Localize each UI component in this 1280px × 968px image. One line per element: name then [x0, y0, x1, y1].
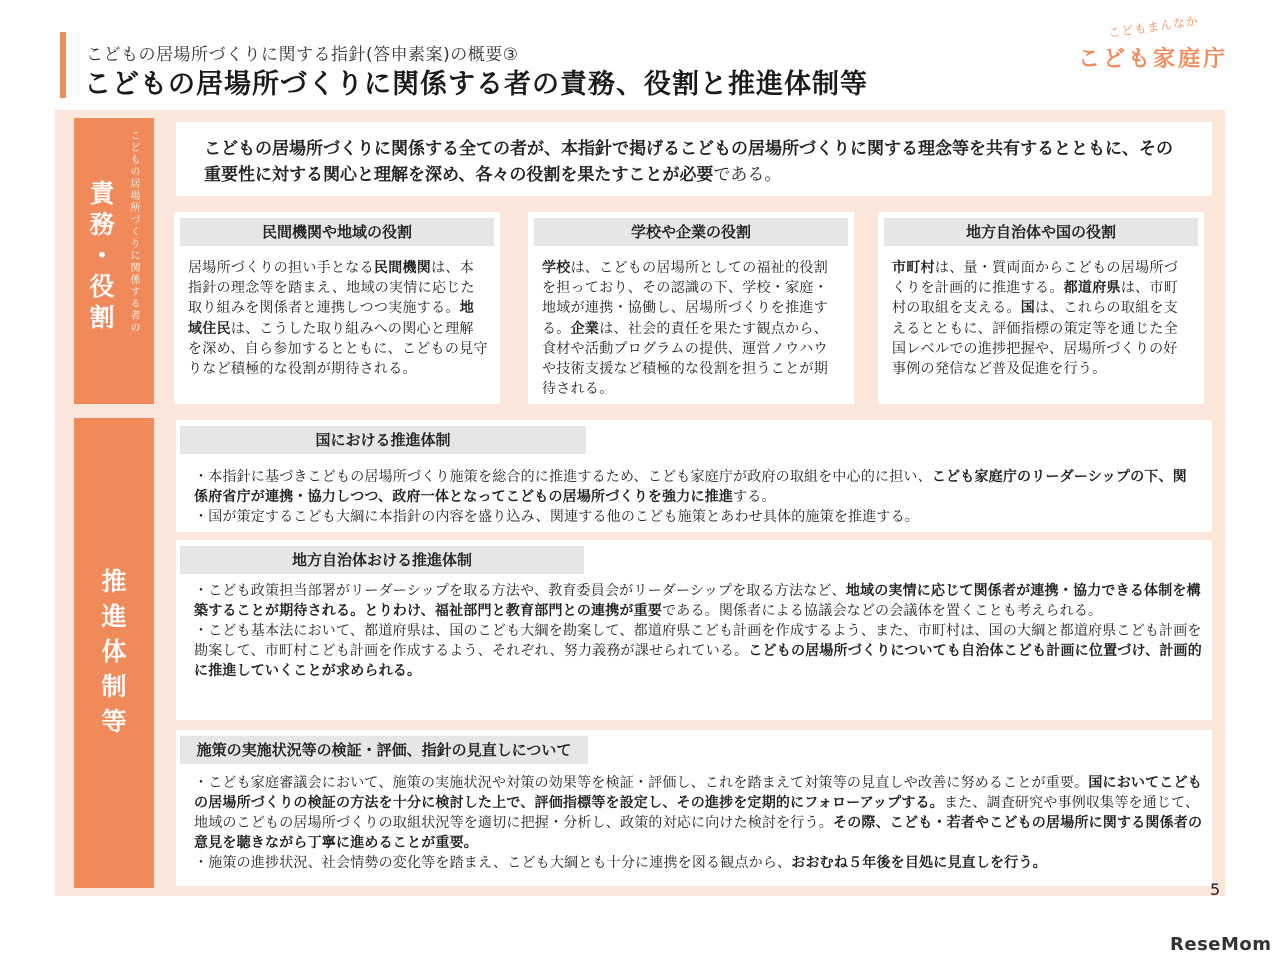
lead-bold-text: こどもの居場所づくりに関係する全ての者が、本指針で掲げるこどもの居場所づくりに関する理念等を共有するとともに、その重要性に対する関心と理解を深め、各々の役割を果たすことが必要: [204, 139, 1173, 185]
section-paragraph: [194, 854, 1204, 874]
logo-name: こども家庭庁: [1078, 47, 1229, 72]
emphasized-text: こどもの居場所づくりについても自治体こども計画に位置づけ、計画的に推進していくことが求められる。: [194, 642, 1202, 679]
emphasized-text: 地域の実情に応じて関係者が連携・協力できる体制を構築することが期待される。とりわけ、福祉部門と教育部門との連携が重要: [194, 583, 1201, 619]
page-number: 5: [1210, 880, 1221, 899]
emphasized-text: 企業: [570, 320, 600, 337]
role-card-title: 学校や企業の役割: [534, 218, 848, 246]
emphasized-text: その際、こども・若者やこどもの居場所に関する関係者の意見を聴きながら丁寧に進めることが重要。: [194, 814, 1203, 851]
section-national-system: [176, 420, 1212, 532]
lead-statement: [176, 122, 1212, 196]
section-title: 地方自治体おける推進体制: [180, 546, 584, 574]
body-text: は、量・質両面からこどもの居場所づくりを計画的に推進する。: [892, 260, 1179, 297]
emphasized-text: こども家庭庁のリーダーシップの下、関係府省庁が連携・協力しつつ、政府一体となってこどもの居場所づくりを強力に推進: [194, 469, 1187, 505]
role-card-body: [892, 258, 1192, 379]
lead-normal-text: である。: [713, 165, 782, 185]
logo-tagline: こどもまんなか: [1107, 13, 1200, 41]
sidebar-promotion: [74, 418, 154, 888]
role-card-private: [174, 212, 500, 404]
body-text: は、こどもの居場所としての福祉的役割を担っており、その認識の下、学校・家庭・地域が連携・協働し、居場所づくりを推進する。: [542, 260, 829, 337]
section-paragraph: [194, 582, 1204, 622]
body-text: する。: [733, 488, 776, 505]
source-watermark: ReseMom: [1170, 934, 1272, 955]
role-card-government: [878, 212, 1204, 404]
body-text: は、こうした取り組みへの関心と理解を深め、自ら参加するとともに、こどもの見守りなど積極的な役割が期待される。: [188, 320, 488, 378]
body-text: ・国が策定するこども大綱に本指針の内容を盛り込み、関連する他のこども施策とあわせ具体的施策を推進する。: [194, 508, 920, 525]
section-paragraph: [194, 622, 1204, 682]
sidebar-responsibilities: [74, 118, 154, 404]
body-text: である。関係者による協議会などの会議体を置くことも考えられる。: [662, 602, 1103, 619]
body-text: また、調査研究や事例収集等を通じて、地域のこどもの居場所づくりの取組状況等を適切に把握・分析し、政策的対応に向けた検討を行う。: [194, 794, 1200, 831]
section-paragraph: [194, 774, 1204, 854]
emphasized-text: 地域住民: [188, 300, 475, 337]
section-body: [194, 582, 1204, 682]
emphasized-text: おおむね５年後を目処に見直しを行う。: [791, 854, 1047, 871]
section-paragraph: [194, 468, 1200, 508]
section-body: [194, 774, 1204, 874]
section-title: 施策の実施状況等の検証・評価、指針の見直しについて: [180, 736, 588, 764]
body-text: 居場所づくりの担い手となる: [188, 260, 374, 276]
role-card-body: [188, 258, 488, 379]
emphasized-text: 国: [1020, 300, 1036, 317]
sidebar-label-responsibilities: 責務・役割: [86, 180, 115, 335]
page-subtitle: こどもの居場所づくりに関する指針(答申素案)の概要③: [86, 45, 519, 65]
section-evaluation: [176, 730, 1212, 886]
emphasized-text: 学校: [542, 260, 571, 276]
title-accent-bar: [60, 32, 66, 98]
body-text: ・こども政策担当部署がリーダーシップを取る方法や、教育委員会がリーダーシップを取る方法など、: [194, 583, 846, 599]
body-text: ・施策の進捗状況、社会情勢の変化等を踏まえ、こども大綱とも十分に連携を図る観点から、: [194, 854, 792, 871]
emphasized-text: 都道府県: [1063, 280, 1121, 297]
body-text: ・本指針に基づきこどもの居場所づくり施策を総合的に推進するため、こども家庭庁が政府の取組を中心的に担い、: [194, 469, 932, 485]
agency-logo: [1072, 14, 1232, 74]
section-paragraph: [194, 508, 1200, 528]
body-text: は、本指針の理念等を踏まえ、地域の実情に応じた取り組みを関係者と連携しつつ実施する。: [188, 260, 475, 317]
sidebar-label-promotion: 推進体制等: [98, 568, 127, 743]
section-title: 国における推進体制: [180, 426, 586, 454]
body-text: ・こども家庭審議会において、施策の実施状況や対策の効果等を検証・評価し、これを踏まえて対策等の見直しや改善に努めることが重要。: [194, 775, 1089, 791]
emphasized-text: 国においてこどもの居場所づくりの検証の方法を十分に検討した上で、評価指標等を設定し、その進捗を定期的にフォローアップする。: [194, 775, 1202, 811]
role-card-title: 民間機関や地域の役割: [180, 218, 494, 246]
body-text: は、社会的責任を果たす観点から、食材や活動プログラムの提供、運営ノウハウや技術支援など積極的な役割を担うことが期待される。: [542, 320, 829, 398]
emphasized-text: 市町村: [892, 260, 935, 276]
body-text: は、これらの取組を支えるとともに、評価指標の策定等を通じた全国レベルでの進捗把握や、居場所づくりの好事例の発信など普及促進を行う。: [892, 300, 1179, 378]
section-local-system: [176, 540, 1212, 720]
section-body: [194, 468, 1200, 528]
sidebar-sub-label: こどもの居場所づくりに関係する者の: [128, 130, 139, 334]
page-title: こどもの居場所づくりに関係する者の責務、役割と推進体制等: [84, 69, 868, 100]
body-text: ・こども基本法において、都道府県は、国のこども大綱を勘案して、都道府県こども計画を作成するよう、また、市町村は、国の大綱と都道府県こども計画を勘案して、市町村こども計画を作成するよう、それぞれ、努力義務が課せられている。: [194, 622, 1202, 659]
role-card-body: [542, 258, 842, 399]
emphasized-text: 民間機関: [373, 260, 432, 276]
role-card-school: [528, 212, 854, 404]
role-card-title: 地方自治体や国の役割: [884, 218, 1198, 246]
body-text: は、市町村の取組を支える。: [892, 280, 1179, 317]
